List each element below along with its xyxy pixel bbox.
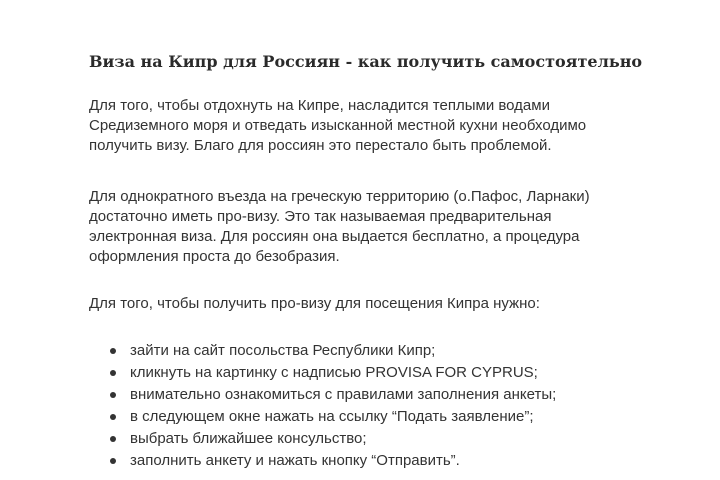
list-item bbox=[89, 428, 556, 450]
steps-list bbox=[89, 340, 556, 472]
bullet-icon bbox=[110, 458, 116, 464]
list-item bbox=[89, 384, 556, 406]
bullet-icon bbox=[110, 370, 116, 376]
paragraph-intro bbox=[89, 96, 586, 156]
list-item bbox=[89, 450, 556, 472]
list-item-text: заполнить анкету и нажать кнопку “Отправить”. bbox=[130, 452, 460, 469]
list-item-text: кликнуть на картинку с надписью PROVISA FOR CYPRUS; bbox=[130, 364, 538, 381]
article-title: Виза на Кипр для Россиян - как получить самостоятельно bbox=[89, 52, 643, 71]
list-item-text: зайти на сайт посольства Республики Кипр; bbox=[130, 342, 436, 359]
paragraph-line: Средиземного моря и отведать изысканной местной кухни необходимо bbox=[89, 117, 587, 134]
bullet-icon bbox=[110, 392, 116, 398]
paragraph-provisa bbox=[89, 187, 590, 267]
paragraph-line: Для однократного въезда на греческую территорию (о.Пафос, Ларнаки) bbox=[89, 188, 590, 205]
paragraph-line: достаточно иметь про-визу. Это так называемая предварительная bbox=[89, 208, 552, 225]
list-item bbox=[89, 406, 556, 428]
list-item bbox=[89, 340, 556, 362]
bullet-icon bbox=[110, 436, 116, 442]
paragraph-line: получить визу. Благо для россиян это перестало быть проблемой. bbox=[89, 137, 552, 154]
paragraph-line: электронная виза. Для россиян она выдается бесплатно, а процедура bbox=[89, 228, 580, 245]
paragraph-line: Для того, чтобы отдохнуть на Кипре, насладится теплыми водами bbox=[89, 97, 550, 114]
list-item-text: в следующем окне нажать на ссылку “Подать заявление”; bbox=[130, 408, 534, 425]
bullet-icon bbox=[110, 414, 116, 420]
list-item-text: выбрать ближайшее консульство; bbox=[130, 430, 367, 447]
bullet-icon bbox=[110, 348, 116, 354]
paragraph-line: Для того, чтобы получить про-визу для посещения Кипра нужно: bbox=[89, 295, 540, 312]
list-item-text: внимательно ознакомиться с правилами заполнения анкеты; bbox=[130, 386, 557, 403]
paragraph-line: оформления проста до безобразия. bbox=[89, 248, 340, 265]
list-item bbox=[89, 362, 556, 384]
paragraph-steps-intro bbox=[89, 294, 540, 314]
